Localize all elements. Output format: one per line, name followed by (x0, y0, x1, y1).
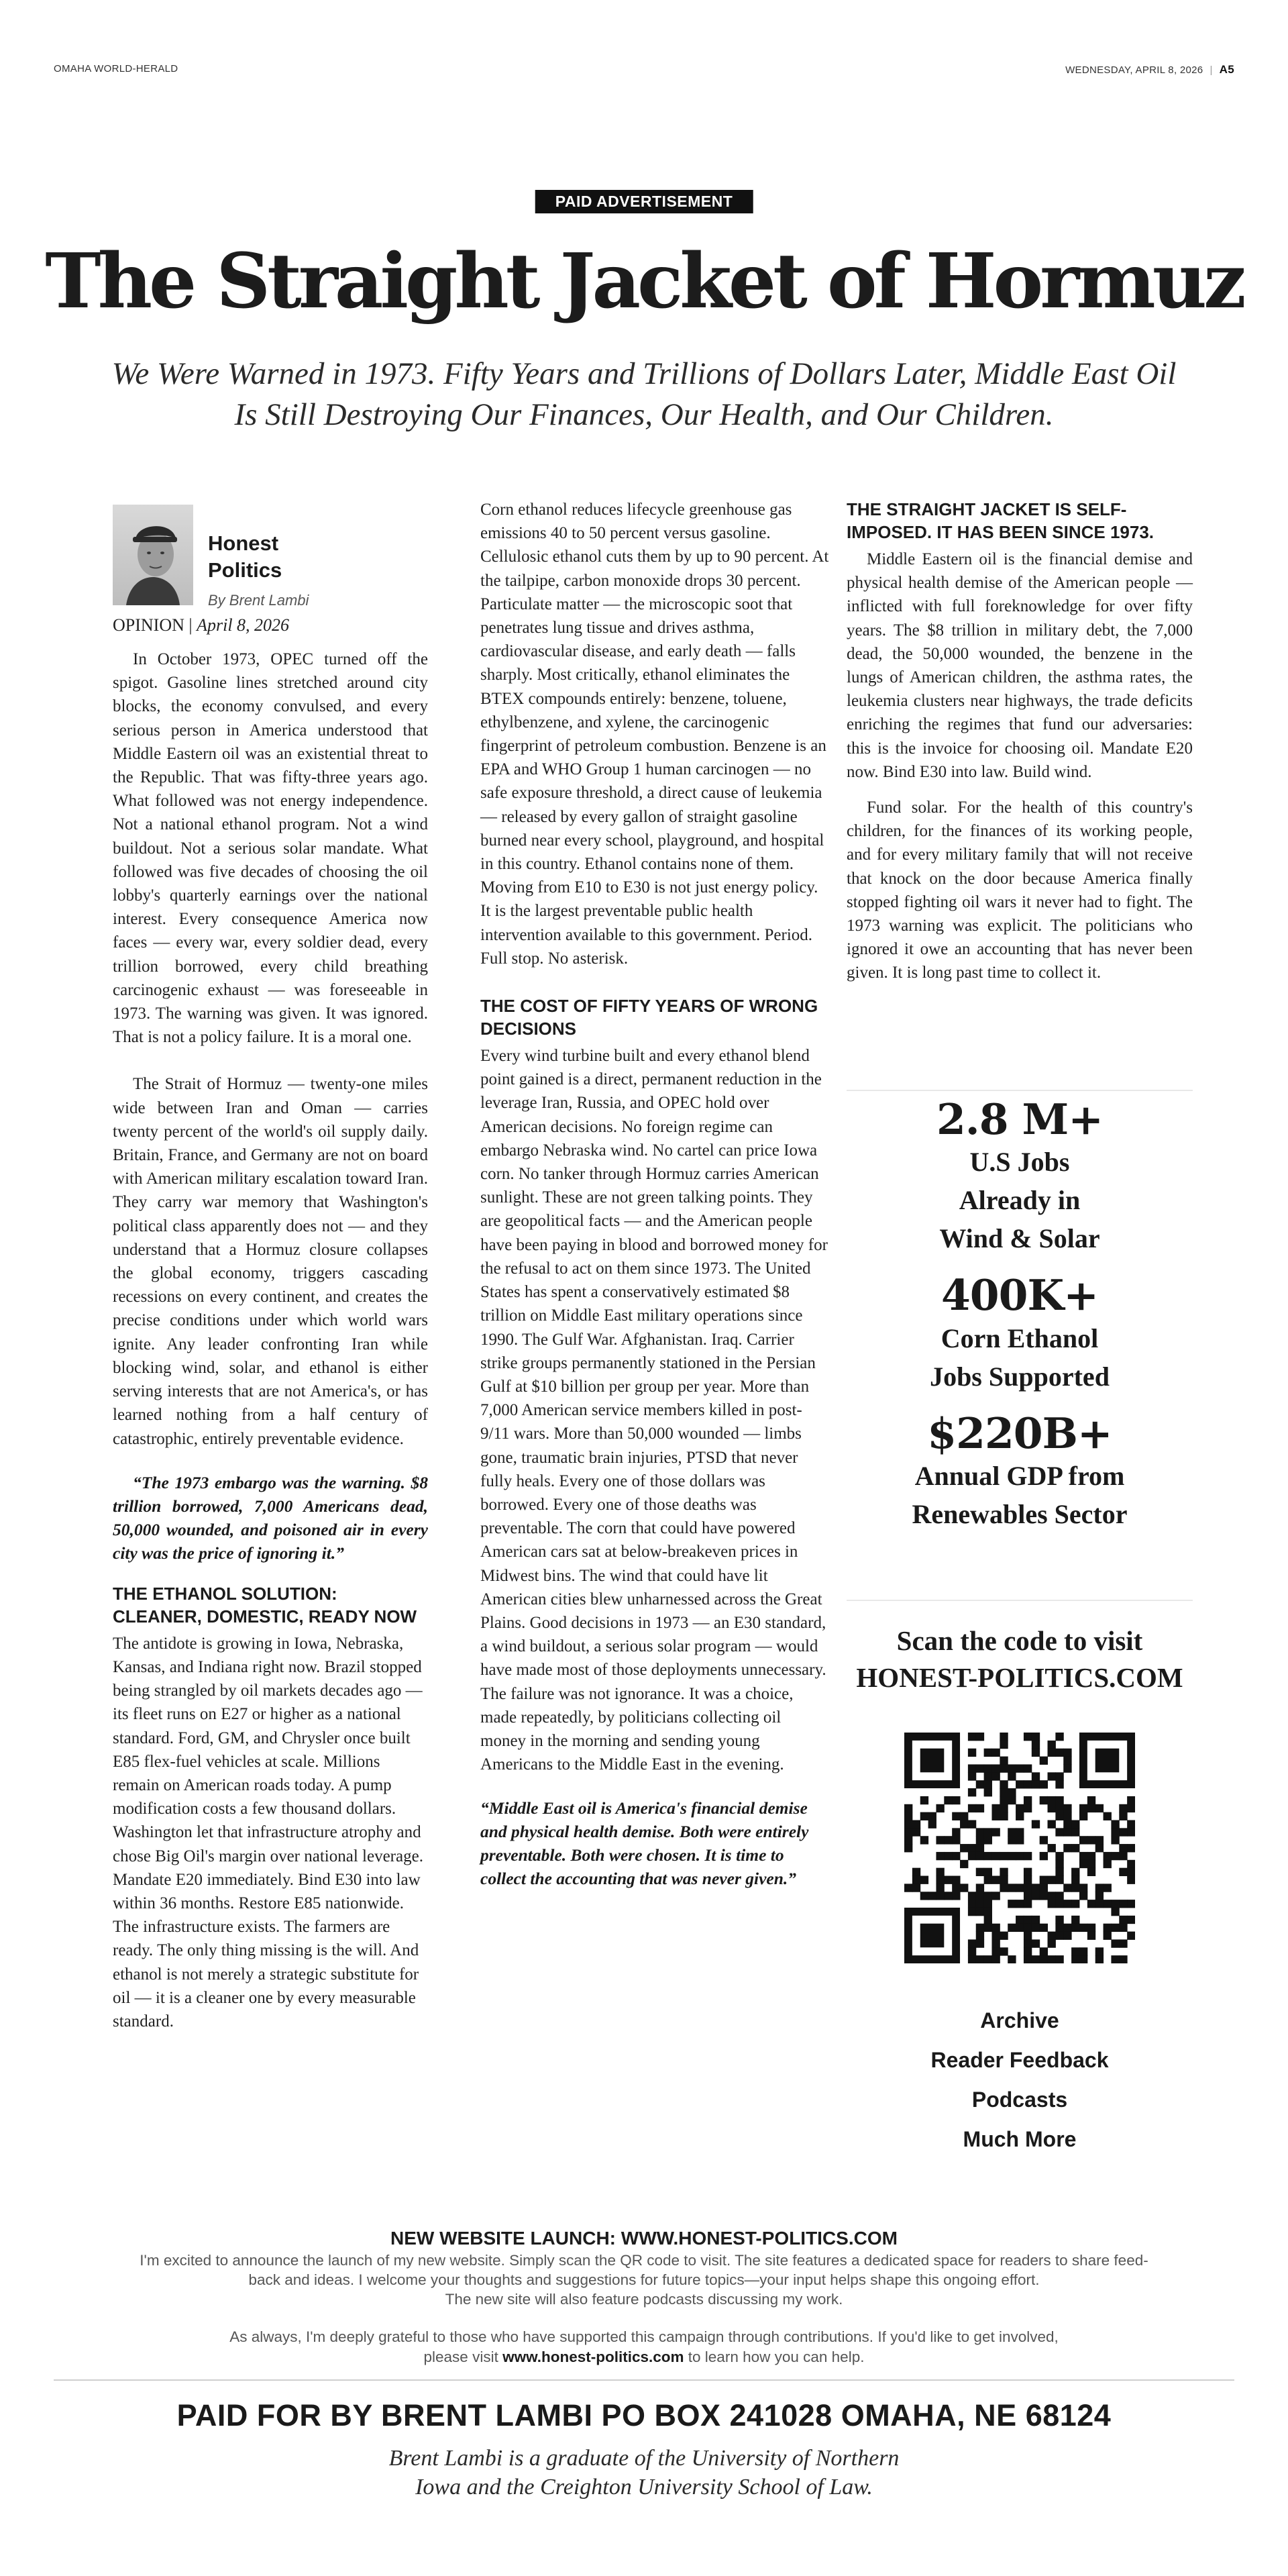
author-photo-icon (113, 505, 193, 605)
paragraph: The antidote is growing in Iowa, Nebraska, Kansas, and Indiana right now. Brazil stopped being strangled by oil markets decades ago — its fleet runs on E27 or higher as a national standard. Ford, GM, and Chrysler once built E85 flex-fuel vehicles at scale. Millions remain on American roads today. A pump modification costs a few thousand dollars. Washington let that infrastructure atrophy and chose Big Oil's margin over national leverage. Mandate E20 immediately. Bind E30 into law within 36 months. Restore E85 nationwide. The infrastructure exists. The farmers are ready. The only thing missing is the will. And ethanol is not merely a strategic substitute for oil — it is a cleaner one by every measurable standard. (113, 1634, 423, 2030)
bio-line: Iowa and the Creighton University School of Law. (415, 2475, 873, 2500)
launch-text: back and ideas. I welcome your thoughts and suggestions for future topics—your input helps shape this ongoing effort. (248, 2271, 1040, 2288)
section-heading: THE ETHANOL SOLUTION: CLEANER, DOMESTIC, READY NOW (113, 1583, 417, 1627)
publish-date: April 8, 2026 (197, 615, 290, 635)
issue-date: WEDNESDAY, APRIL 8, 2026 (1065, 64, 1203, 76)
dateline (113, 613, 428, 638)
divider (847, 1600, 1193, 1601)
support-note (228, 2327, 1060, 2367)
stats-panel (847, 1096, 1193, 1533)
pull-quote: “Middle East oil is America's financial demise and physical health demise. Both were entirely preventable. Both were chosen. It is time to collect the accounting that was never given.” (480, 1798, 809, 1889)
link-reader-feedback[interactable]: Reader Feedback (930, 2048, 1109, 2072)
scan-callout (847, 1622, 1193, 1696)
stat-value: $220B+ (927, 1408, 1112, 1458)
stat-block (847, 1410, 1193, 1533)
scan-line: Scan the code to visit (896, 1625, 1143, 1656)
pull-quote: “The 1973 embargo was the warning. $8 trillion borrowed, 7,000 Americans dead, 50,000 wounded, and poisoned air in every city was the price of ignoring it.” (113, 1472, 428, 1563)
section-label: OPINION | (113, 615, 193, 635)
paragraph: Fund solar. For the health of this country's children, for the finances of its working people, and for every military family that will not receive that knock on the door because America finally stopped fighting oil wars it never had to fight. The 1973 warning was explicit. The politicians who ignored it owe an accounting that has never been given. It is long past time to collect it. (847, 798, 1193, 982)
support-text: As always, I'm deeply grateful to those who have supported this campaign through contributions. If you'd like to get involved, please visit (229, 2328, 1059, 2365)
section-heading: THE STRAIGHT JACKET IS SELF-IMPOSED. IT HAS BEEN SINCE 1973. (847, 499, 1155, 542)
section-heading: THE COST OF FIFTY YEARS OF WRONG DECISIONS (480, 996, 818, 1039)
link-much-more[interactable]: Much More (963, 2127, 1077, 2151)
paragraph: Every wind turbine built and every ethanol blend point gained is a direct, permanent reduction in the leverage Iran, Russia, and OPEC hold over American decisions. No foreign regime can embargo Nebraska wind. No cartel can price Iowa corn. No tanker through Hormuz carries American sunlight. These are not green talking points. They are geopolitical facts — and the American people have been paying in blood and borrowed money for the refusal to act on them since 1973. The United States has spent a conservatively estimated $8 trillion on Middle East military operations since 1990. The Gulf War. Afghanistan. Iraq. Carrier strike groups permanently stationed in the Persian Gulf at $10 billion per group per year. More than 7,000 American service members killed in post-9/11 wars. More than 50,000 wounded — limbs gone, traumatic brain injuries, PTSD that never fully heals. Every one of those dollars was borrowed. Every one of those deaths was preventable. The corn that could have powered American cars sat at below-breakeven prices in Midwest bins. The wind that could have lit American cities blew unharnessed across the Great Plains. Good decisions in 1973 — an E30 standard, a wind buildout, a serious solar program — would have made most of those deployments unnecessary. The failure was not ignorance. It was a choice, made repeatedly, by politicians collecting oil money in the morning and sending young Americans to the Middle East in the evening. (480, 1047, 828, 1774)
website-launch-notice (101, 2226, 1187, 2309)
footer-divider (54, 2379, 1234, 2381)
paragraph: The Strait of Hormuz — twenty-one miles wide between Iran and Oman — carries twenty percent of the world's oil supply daily. Britain, France, and Germany are not on board with American military escalation toward Iran. They carry war memory that Washington's political class apparently does not — and they understand that a Hormuz closure collapses the global economy, triggers cascading recessions on every continent, and creates the precise conditions under which world wars ignite. Any leader confronting Iran while blocking wind, solar, and ethanol is either serving interests that are not America's, or has learned nothing from a half century of catastrophic, entirely preventable evidence. (113, 1075, 428, 1448)
column-2 (480, 498, 829, 1890)
paper-name: OMAHA WORLD-HERALD (54, 63, 178, 74)
column-1-body (113, 648, 428, 2033)
stat-label-line: U.S Jobs (969, 1147, 1070, 1178)
link-archive[interactable]: Archive (980, 2008, 1059, 2032)
author-name: By Brent Lambi (208, 592, 309, 609)
support-text: to learn how you can help. (684, 2349, 865, 2365)
divider (847, 1090, 1193, 1091)
masthead-right (1065, 63, 1234, 76)
link-podcasts[interactable]: Podcasts (971, 2088, 1068, 2112)
stat-label-line: Corn Ethanol (941, 1323, 1099, 1353)
stat-label-line: Already in (959, 1185, 1081, 1216)
byline (113, 505, 428, 609)
launch-text: I'm excited to announce the launch of my new website. Simply scan the QR code to visit. The site features a dedicated space for readers to share feed- (140, 2252, 1148, 2269)
paragraph: Corn ethanol reduces lifecycle greenhouse gas emissions 40 to 50 percent versus gasoline. Cellulosic ethanol cuts them by up to 90 percent. At the tailpipe, carbon monoxide drops 30 percent. Particulate matter — the microscopic soot that penetrates lung tissue and drives asthma, cardiovascular disease, and early death — falls sharply. Most critically, ethanol eliminates the BTEX compounds entirely: benzene, toluene, ethylbenzene, and xylene, the carcinogenic fingerprint of petroleum combustion. Benzene is an EPA and WHO Group 1 human carcinogen — no safe exposure threshold, a direct cause of leukemia — released by every gallon of straight gasoline burned near every school, playground, and hospital in this country. Ethanol contains none of them. Moving from E10 to E30 is not just energy policy. It is the largest preventable public health intervention available to this government. Period. Full stop. No asterisk. (480, 501, 829, 968)
deck: We Were Warned in 1973. Fifty Years and Trillions of Dollars Later, Middle East Oil Is Still Destroying Our Finances, Our Health, and Our Children. (111, 356, 1177, 433)
page-number: A5 (1219, 63, 1234, 76)
headline: The Straight Jacket of Hormuz (45, 238, 1243, 325)
masthead-separator: | (1210, 64, 1213, 76)
support-url-link[interactable]: www.honest-politics.com (502, 2349, 684, 2365)
masthead (54, 63, 1234, 79)
stat-label-line: Jobs Supported (930, 1361, 1110, 1392)
qr-code-icon[interactable] (904, 1733, 1135, 1963)
launch-heading: NEW WEBSITE LAUNCH: WWW.HONEST-POLITICS.COM (390, 2228, 898, 2249)
stat-label-line: Renewables Sector (912, 1498, 1128, 1529)
author-bio (268, 2444, 1020, 2502)
website-name: HONEST-POLITICS.COM (856, 1662, 1183, 1693)
stat-value: 2.8 M+ (936, 1094, 1104, 1144)
stat-label-line: Annual GDP from (914, 1460, 1125, 1491)
stat-block (847, 1272, 1193, 1395)
stat-label-line: Wind & Solar (939, 1223, 1100, 1254)
bio-line: Brent Lambi is a graduate of the University of Northern (388, 2446, 900, 2471)
paragraph: In October 1973, OPEC turned off the spigot. Gasoline lines stretched around city blocks, the economy convulsed, and every serious person in America understood that Middle Eastern oil was an existential threat to the Republic. That was fifty-three years ago. What followed was not energy independence. Not a national ethanol program. Not a wind buildout. Not a serious solar mandate. What followed was five decades of choosing the oil lobby's quarterly earnings over the national interest. Every consequence America now faces — every war, every soldier dead, every trillion borrowed, every child breathing carcinogenic exhaust — was foreseeable in 1973. The warning was given. It was ignored. That is not a policy failure. It is a moral one. (113, 650, 428, 1047)
column-1 (113, 505, 428, 2033)
column-3 (847, 498, 1193, 985)
column-name: Honest Politics (208, 531, 282, 582)
paid-for-disclaimer: PAID FOR BY BRENT LAMBI PO BOX 241028 OMAHA, NE 68124 (176, 2398, 1112, 2432)
paragraph: Middle Eastern oil is the financial demise and physical health demise of the American people — inflicted with full foreknowledge for over fifty years. The $8 trillion in military debt, the 7,000 dead, the 50,000 wounded, the benzene in the lungs of American children, the asthma rates, the leukemia clusters near highways, the trade deficits enriching the regimes that fund our adversaries: this is the invoice for choosing oil. Mandate E20 now. Bind E30 into law. Build wind. (847, 550, 1193, 781)
stat-value: 400K+ (941, 1270, 1099, 1321)
site-features-list (847, 2001, 1193, 2159)
stat-block (847, 1096, 1193, 1257)
paid-advertisement-tag: PAID ADVERTISEMENT (535, 190, 753, 213)
launch-text: The new site will also feature podcasts discussing my work. (445, 2291, 843, 2308)
